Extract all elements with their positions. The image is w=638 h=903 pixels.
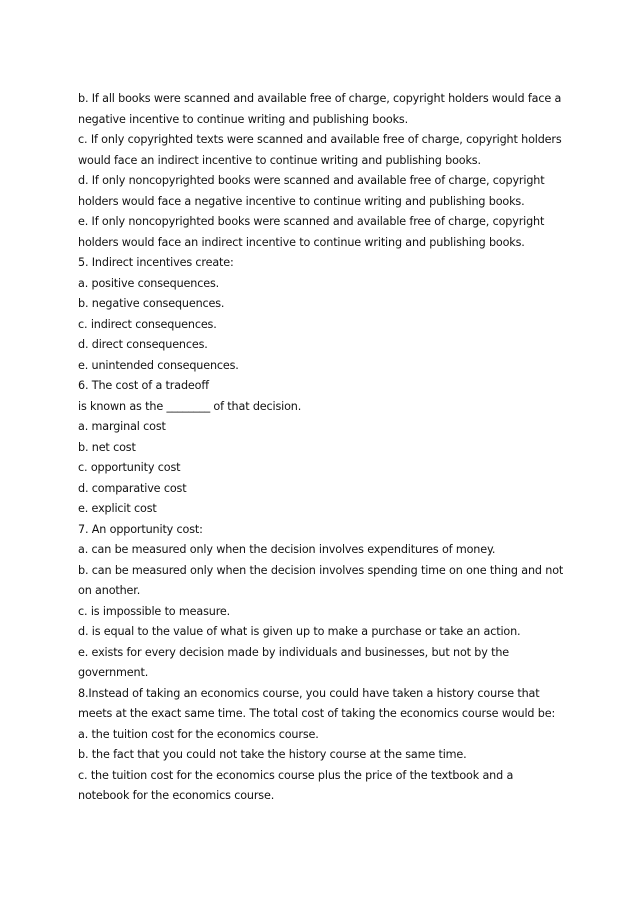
question-heading: is known as the ________ of that decision.: [78, 399, 302, 413]
text-line: negative incentive to continue writing and publishing books.: [78, 112, 408, 126]
document-page: [78, 89, 578, 807]
answer-option: c. indirect consequences.: [78, 317, 217, 331]
text-line: holders would face an indirect incentive to continue writing and publishing books.: [78, 235, 525, 249]
question-heading: 5. Indirect incentives create:: [78, 256, 234, 269]
answer-option: d. comparative cost: [78, 481, 187, 495]
answer-option: a. can be measured only when the decision involves expenditures of money.: [78, 543, 496, 556]
answer-option: e. explicit cost: [78, 502, 157, 515]
answer-option: a. the tuition cost for the economics course.: [78, 727, 319, 741]
answer-option: d. direct consequences.: [78, 338, 208, 351]
answer-option: d. is equal to the value of what is given up to make a purchase or take an action.: [78, 625, 521, 638]
answer-option: b. net cost: [78, 440, 136, 454]
text-line: d. If only noncopyrighted books were scanned and available free of charge, copyright: [78, 174, 545, 187]
answer-option: b. the fact that you could not take the history course at the same time.: [78, 748, 467, 761]
answer-option: notebook for the economics course.: [78, 789, 275, 802]
answer-option: e. unintended consequences.: [78, 358, 239, 372]
question-heading: 8.Instead of taking an economics course, you could have taken a history course that: [78, 686, 540, 700]
answer-option: a. marginal cost: [78, 420, 166, 433]
question-heading: meets at the exact same time. The total cost of taking the economics course would be:: [78, 707, 556, 720]
text-line: b. If all books were scanned and available free of charge, copyright holders would face a: [78, 92, 562, 105]
answer-option: e. exists for every decision made by individuals and businesses, but not by the: [78, 645, 510, 659]
answer-option: c. is impossible to measure.: [78, 604, 231, 618]
answer-option: government.: [78, 666, 149, 679]
answer-option: c. the tuition cost for the economics course plus the price of the textbook and a: [78, 768, 514, 782]
answer-option: on another.: [78, 584, 141, 597]
text-line: would face an indirect incentive to continue writing and publishing books.: [78, 153, 481, 167]
text-line: holders would face a negative incentive to continue writing and publishing books.: [78, 194, 525, 208]
text-line: e. If only noncopyrighted books were scanned and available free of charge, copyright: [78, 215, 545, 228]
text-line: c. If only copyrighted texts were scanned and available free of charge, copyright holders: [78, 133, 562, 146]
answer-option: a. positive consequences.: [78, 276, 220, 290]
question-heading: 6. The cost of a tradeoff: [78, 379, 209, 392]
answer-option: b. negative consequences.: [78, 297, 225, 310]
answer-option: c. opportunity cost: [78, 461, 181, 474]
answer-option: b. can be measured only when the decision involves spending time on one thing and not: [78, 563, 564, 577]
question-heading: 7. An opportunity cost:: [78, 522, 203, 536]
